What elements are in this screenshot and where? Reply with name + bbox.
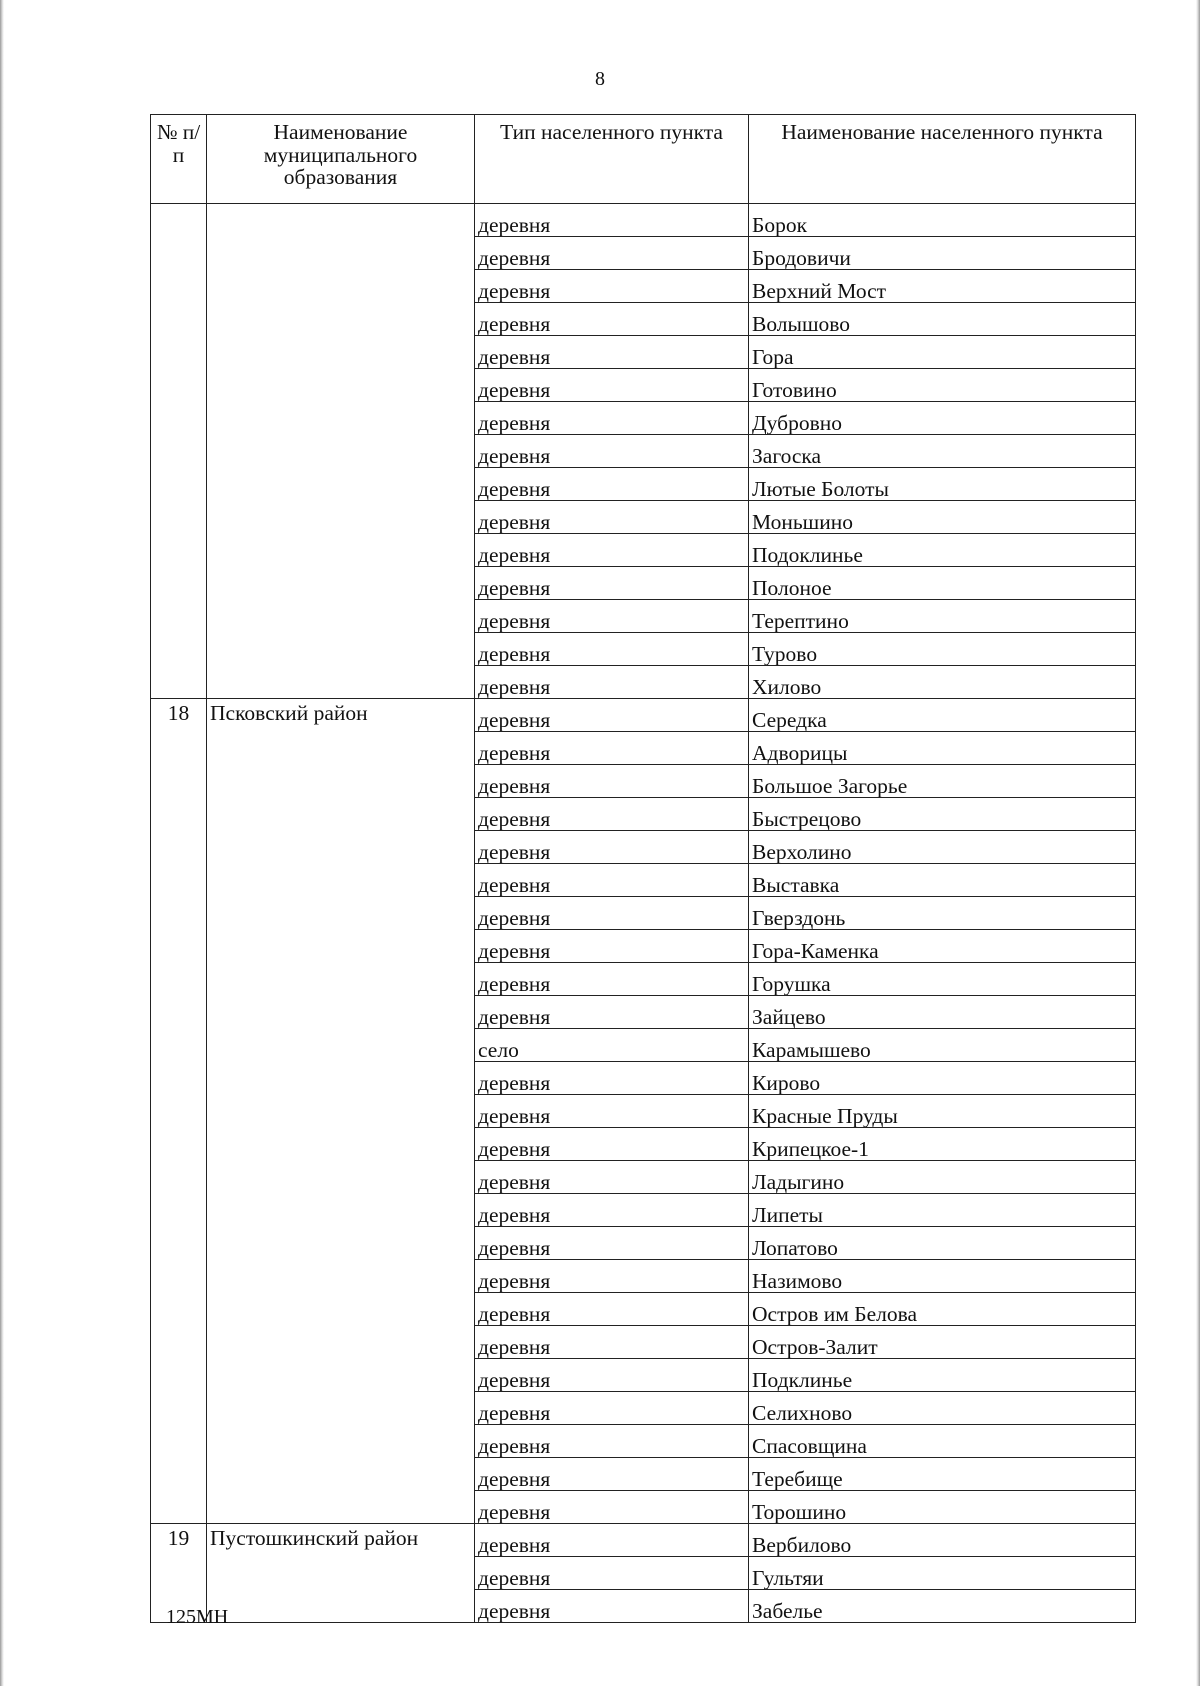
settlement-name: Готовино (749, 369, 1136, 402)
settlement-type: деревня (475, 1524, 749, 1557)
settlement-type: деревня (475, 765, 749, 798)
settlement-type: деревня (475, 1458, 749, 1491)
settlement-name: Кирово (749, 1062, 1136, 1095)
table-body (151, 204, 1136, 1623)
settlement-name: Верхолино (749, 831, 1136, 864)
settlement-type: деревня (475, 1095, 749, 1128)
municipality-name (207, 204, 475, 699)
settlement-name: Быстрецово (749, 798, 1136, 831)
settlement-name: Остров им Белова (749, 1293, 1136, 1326)
settlement-name: Красные Пруды (749, 1095, 1136, 1128)
settlement-type: деревня (475, 996, 749, 1029)
header-municipality: Наименование муниципального образования (207, 115, 475, 204)
settlement-name: Загоска (749, 435, 1136, 468)
settlement-type: деревня (475, 534, 749, 567)
settlement-type: деревня (475, 369, 749, 402)
settlement-type: деревня (475, 237, 749, 270)
group-number: 18 (151, 699, 207, 1524)
settlement-name: Горушка (749, 963, 1136, 996)
settlement-name: Теребище (749, 1458, 1136, 1491)
settlement-type: деревня (475, 666, 749, 699)
municipality-name: Пустошкинский район (207, 1524, 475, 1623)
settlement-name: Бродовичи (749, 237, 1136, 270)
settlement-name: Подклинье (749, 1359, 1136, 1392)
settlement-name: Липеты (749, 1194, 1136, 1227)
settlement-type: деревня (475, 1161, 749, 1194)
settlement-name: Назимово (749, 1260, 1136, 1293)
settlement-name: Гверздонь (749, 897, 1136, 930)
settlement-type: деревня (475, 1326, 749, 1359)
settlement-name: Лютые Болоты (749, 468, 1136, 501)
settlement-name: Моньшино (749, 501, 1136, 534)
settlement-name: Карамышево (749, 1029, 1136, 1062)
settlement-type: деревня (475, 864, 749, 897)
settlement-type: деревня (475, 699, 749, 732)
settlement-type: деревня (475, 567, 749, 600)
settlement-type: деревня (475, 633, 749, 666)
group-number: 19 (151, 1524, 207, 1623)
settlement-name: Забелье (749, 1590, 1136, 1623)
settlement-name: Полоное (749, 567, 1136, 600)
settlement-type: деревня (475, 1128, 749, 1161)
settlement-name: Хилово (749, 666, 1136, 699)
settlement-type: деревня (475, 963, 749, 996)
table-row (151, 204, 1136, 237)
settlement-type: деревня (475, 1194, 749, 1227)
settlement-type: деревня (475, 1227, 749, 1260)
settlement-name: Ладыгино (749, 1161, 1136, 1194)
settlement-type: село (475, 1029, 749, 1062)
settlement-name: Подоклинье (749, 534, 1136, 567)
settlement-type: деревня (475, 1392, 749, 1425)
settlement-type: деревня (475, 501, 749, 534)
settlement-type: деревня (475, 1062, 749, 1095)
settlement-name: Турово (749, 633, 1136, 666)
settlement-name: Волышово (749, 303, 1136, 336)
scan-edge-right (1196, 0, 1200, 1686)
settlement-type: деревня (475, 831, 749, 864)
settlement-type: деревня (475, 798, 749, 831)
table-header (151, 115, 1136, 204)
settlement-name: Гора-Каменка (749, 930, 1136, 963)
settlement-type: деревня (475, 270, 749, 303)
settlement-name: Борок (749, 204, 1136, 237)
settlement-type: деревня (475, 336, 749, 369)
settlement-name: Большое Загорье (749, 765, 1136, 798)
settlement-type: деревня (475, 1557, 749, 1590)
settlement-name: Селихново (749, 1392, 1136, 1425)
settlement-name: Зайцево (749, 996, 1136, 1029)
header-row (151, 115, 1136, 204)
settlement-name: Спасовщина (749, 1425, 1136, 1458)
settlement-type: деревня (475, 1293, 749, 1326)
settlement-type: деревня (475, 930, 749, 963)
settlement-name: Адворицы (749, 732, 1136, 765)
settlement-name: Вербилово (749, 1524, 1136, 1557)
settlement-type: деревня (475, 204, 749, 237)
settlement-type: деревня (475, 600, 749, 633)
settlement-name: Гора (749, 336, 1136, 369)
settlement-name: Терептино (749, 600, 1136, 633)
footer-code: 125МН (166, 1606, 229, 1628)
header-type: Тип населенного пункта (475, 115, 749, 204)
settlement-name: Торошино (749, 1491, 1136, 1524)
settlement-type: деревня (475, 732, 749, 765)
settlement-type: деревня (475, 402, 749, 435)
settlement-name: Лопатово (749, 1227, 1136, 1260)
settlement-type: деревня (475, 1491, 749, 1524)
settlement-name: Гультяи (749, 1557, 1136, 1590)
header-num: № п/п (151, 115, 207, 204)
settlement-name: Остров-Залит (749, 1326, 1136, 1359)
settlement-type: деревня (475, 897, 749, 930)
settlement-type: деревня (475, 1425, 749, 1458)
settlement-type: деревня (475, 435, 749, 468)
settlement-type: деревня (475, 1260, 749, 1293)
page-number: 8 (595, 68, 605, 90)
table-row (151, 699, 1136, 732)
settlement-name: Верхний Мост (749, 270, 1136, 303)
settlement-type: деревня (475, 1590, 749, 1623)
settlement-name: Крипецкое-1 (749, 1128, 1136, 1161)
settlement-name: Дубровно (749, 402, 1136, 435)
municipality-name: Псковский район (207, 699, 475, 1524)
table-row (151, 1524, 1136, 1557)
settlement-name: Выставка (749, 864, 1136, 897)
settlement-type: деревня (475, 468, 749, 501)
settlement-name: Середка (749, 699, 1136, 732)
header-settlement: Наименование населенного пункта (749, 115, 1136, 204)
group-number (151, 204, 207, 699)
scan-edge-left (0, 0, 4, 1686)
settlements-table (150, 114, 1136, 1623)
settlement-type: деревня (475, 303, 749, 336)
settlement-type: деревня (475, 1359, 749, 1392)
